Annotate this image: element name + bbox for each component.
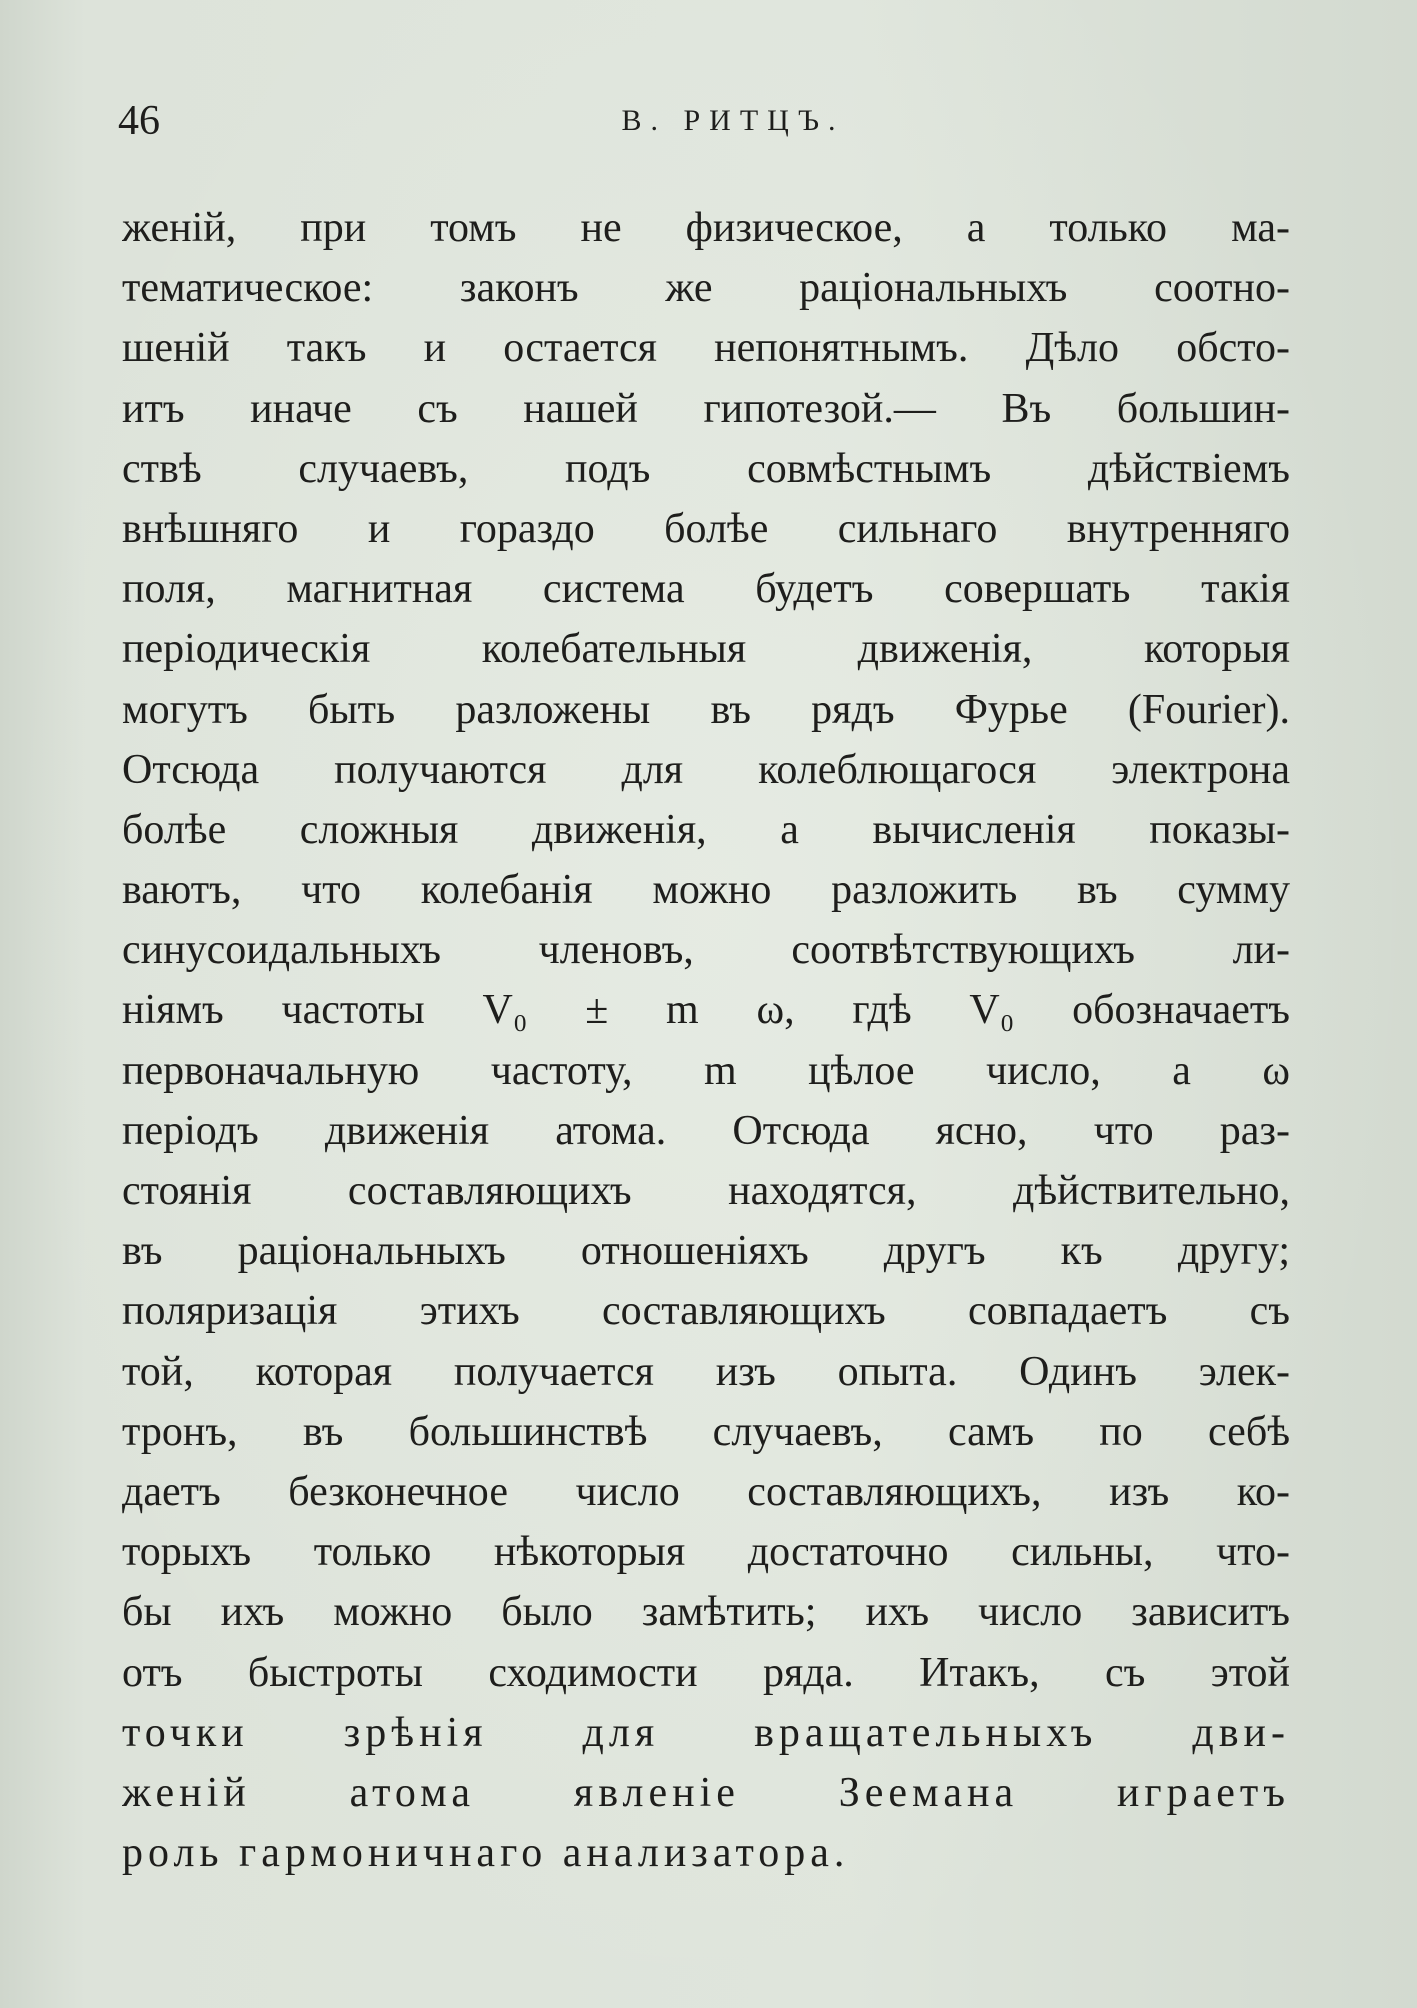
- text-line: ствѣ случаевъ, подъ совмѣстнымъ дѣйствіемъ: [122, 445, 1290, 492]
- text-line: тронъ, въ большинствѣ случаевъ, самъ по себѣ: [122, 1408, 1290, 1455]
- page-number: 46: [118, 98, 160, 144]
- text-line: поля, магнитная система будетъ совершать такія: [122, 566, 1290, 613]
- page-header: [118, 96, 1288, 146]
- text-line: періодическія колебательныя движенія, которыя: [122, 626, 1290, 673]
- text-line: торыхъ только нѣкоторыя достаточно сильны, что-: [122, 1529, 1290, 1576]
- text-line: внѣшняго и гораздо болѣе сильнаго внутренняго: [122, 505, 1290, 552]
- running-head: В. РИТЦЪ.: [621, 104, 845, 137]
- text-line-spaced: роль гармоничнаго анализатора.: [122, 1830, 850, 1877]
- text-line: женій, при томъ не физическое, а только ма-: [122, 205, 1290, 251]
- body-text: [122, 198, 1290, 1883]
- text-line-spaced: точки зрѣнія для вращательныхъ дви-: [122, 1709, 1290, 1756]
- text-line: бы ихъ можно было замѣтить; ихъ число зависитъ: [122, 1589, 1290, 1636]
- text-line: отъ быстроты сходимости ряда. Итакъ, съ этой: [122, 1649, 1290, 1696]
- text-line: синусоидальныхъ членовъ, соотвѣтствующихъ ли-: [122, 927, 1290, 974]
- text-line: ваютъ, что колебанія можно разложить въ сумму: [122, 867, 1290, 914]
- text-line: первоначальную частоту, m цѣлое число, а ω: [122, 1047, 1290, 1094]
- text-line: итъ иначе съ нашей гипотезой.— Въ большин-: [122, 385, 1290, 432]
- text-line: даетъ безконечное число составляющихъ, изъ ко-: [122, 1468, 1290, 1515]
- text-line: Отсюда получаются для колеблющагося электрона: [122, 746, 1290, 793]
- text-line-formula: ніямъ частоты V₀ ± m ω, гдѣ V₀ обозначаетъ: [122, 987, 1290, 1034]
- text-line: могутъ быть разложены въ рядъ Фурье (Fourier).: [122, 686, 1290, 733]
- text-line: стоянія составляющихъ находятся, дѣйствительно,: [122, 1168, 1290, 1214]
- text-line: періодъ движенія атома. Отсюда ясно, что раз-: [122, 1107, 1290, 1154]
- text-line: поляризація этихъ составляющихъ совпадаетъ съ: [122, 1288, 1290, 1335]
- text-line: въ раціональныхъ отношеніяхъ другъ къ другу;: [122, 1228, 1290, 1275]
- text-line: тематическое: законъ же раціональныхъ соотно-: [122, 265, 1290, 312]
- text-line: болѣе сложныя движенія, а вычисленія показы-: [122, 806, 1290, 853]
- text-line: шеній такъ и остается непонятнымъ. Дѣло обсто-: [122, 325, 1290, 372]
- text-line: той, которая получается изъ опыта. Одинъ элек-: [122, 1348, 1290, 1395]
- text-line-spaced: женій атома явленіе Зеемана играетъ: [122, 1769, 1290, 1816]
